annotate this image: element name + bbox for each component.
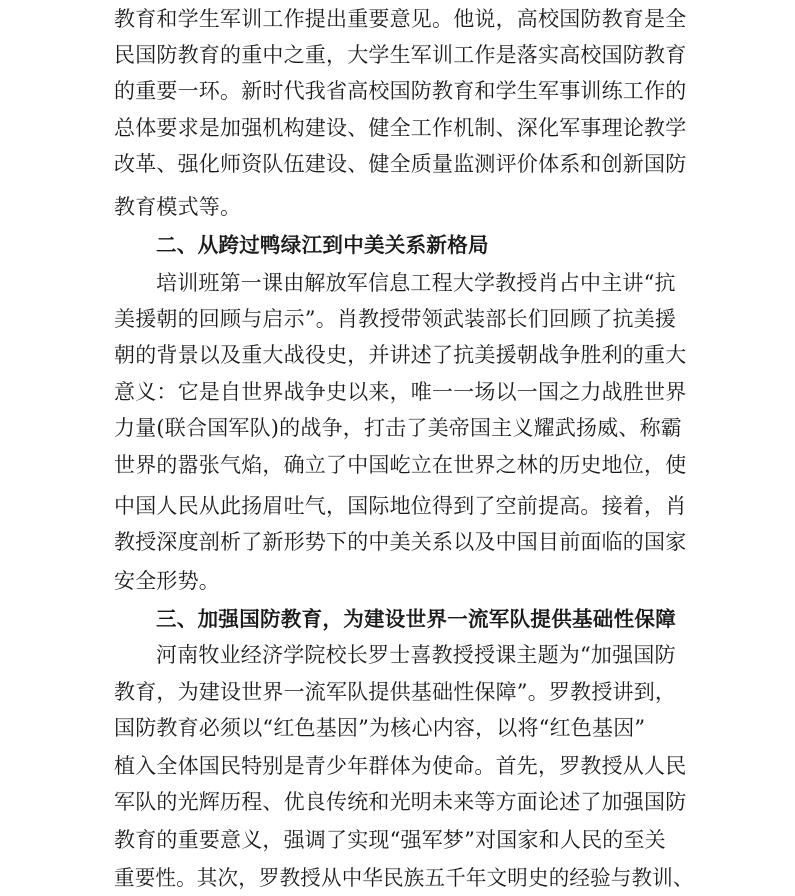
section-heading-2: 二、从跨过鸭绿江到中美关系新格局 — [156, 233, 489, 257]
paragraph-line: 河南牧业经济学院校长罗士喜教授授课主题为“加强国防 — [156, 643, 676, 667]
paragraph-line: 国防教育必须以“红色基因”为核心内容，以将“红色基因” — [114, 716, 646, 740]
paragraph-line: 培训班第一课由解放军信息工程大学教授肖占中主讲“抗 — [156, 271, 676, 295]
paragraph-line: 世界的嚣张气焰，确立了中国屹立在世界之林的历史地位，使 — [114, 453, 687, 477]
paragraph-line: 意义：它是自世界战争史以来，唯一一场以一国之力战胜世界 — [114, 380, 687, 404]
paragraph-line: 总体要求是加强机构建设、健全工作机制、深化军事理论教学 — [114, 116, 687, 140]
paragraph-line: 重要性。其次，罗教授从中华民族五千年文明史的经验与教训、 — [114, 866, 694, 890]
paragraph-line: 军队的光辉历程、优良传统和光明未来等方面论述了加强国防 — [114, 790, 687, 814]
paragraph-line: 教授深度剖析了新形势下的中美关系以及中国目前面临的国家 — [114, 530, 687, 554]
paragraph-line: 的重要一环。新时代我省高校国防教育和学生军事训练工作的 — [114, 79, 687, 103]
paragraph-line: 植入全体国民特别是青少年群体为使命。首先，罗教授从人民 — [114, 754, 687, 778]
paragraph-line: 教育和学生军训工作提出重要意见。他说，高校国防教育是全 — [114, 7, 687, 31]
paragraph-line: 中国人民从此扬眉吐气，国际地位得到了空前提高。接着，肖 — [114, 494, 687, 518]
paragraph-line: 教育模式等。 — [114, 195, 242, 219]
paragraph-line: 力量(联合国军队)的战争，打击了美帝国主义耀武扬威、称霸 — [114, 416, 682, 440]
section-heading-3: 三、加强国防教育，为建设世界一流军队提供基础性保障 — [156, 607, 676, 631]
paragraph-line: 安全形势。 — [114, 569, 220, 593]
paragraph-line: 朝的背景以及重大战役史，并讲述了抗美援朝战争胜利的重大 — [114, 343, 687, 367]
paragraph-line: 教育的重要意义，强调了实现“强军梦”对国家和人民的至关 — [114, 828, 666, 852]
paragraph-line: 美援朝的回顾与启示”。肖教授带领武装部长们回顾了抗美援 — [114, 307, 677, 331]
paragraph-line: 民国防教育的重中之重，大学生军训工作是落实高校国防教育 — [114, 43, 687, 67]
paragraph-line: 教育，为建设世界一流军队提供基础性保障”。罗教授讲到， — [114, 680, 677, 704]
paragraph-line: 改革、强化师资队伍建设、健全质量监测评价体系和创新国防 — [114, 152, 687, 176]
